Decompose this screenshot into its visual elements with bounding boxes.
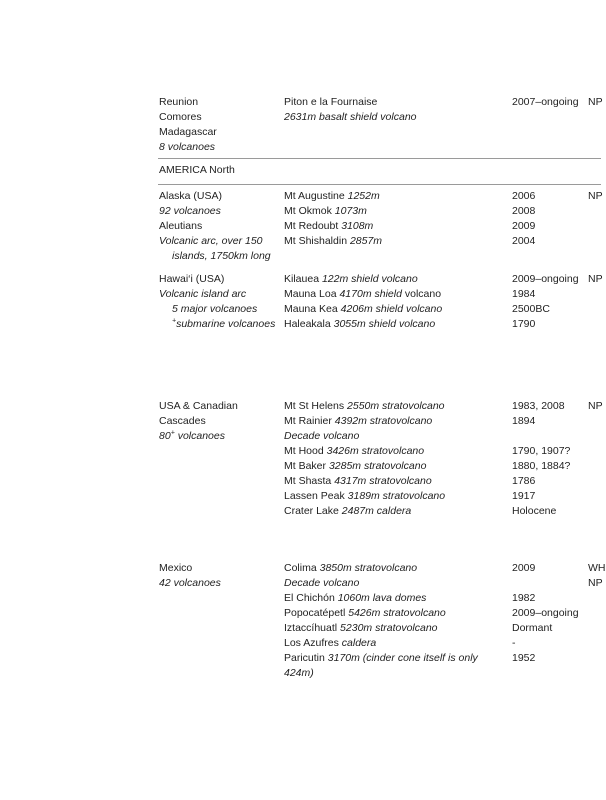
- volcano-name: Mt Augustine: [284, 190, 345, 202]
- region-title: Cascades: [159, 415, 206, 427]
- eruption-year: 1786: [512, 475, 536, 487]
- region-column: [159, 399, 281, 444]
- volcano-desc: 3170m (cinder cone itself is only 424m): [284, 652, 478, 679]
- eruption-year: 1983, 2008: [512, 400, 565, 412]
- region-subtitle: Aleutians: [159, 220, 203, 232]
- status-code: NP: [588, 273, 603, 285]
- volcano-desc: 3108m: [341, 220, 374, 232]
- volcano-name: Piton e la Fournaise: [284, 96, 378, 108]
- eruption-year: 2006: [512, 190, 536, 202]
- eruption-year: 2009–ongoing: [512, 273, 579, 285]
- status-code: NP: [588, 190, 603, 202]
- volcano-desc: 3285m stratovolcano: [328, 460, 427, 472]
- volcano-name: Mt Rainier: [284, 415, 332, 427]
- eruption-year: Dormant: [512, 622, 553, 634]
- volcano-name: Mt Redoubt: [284, 220, 339, 232]
- volcano-row: [284, 621, 499, 636]
- volcano-name: Mt Hood: [284, 445, 324, 457]
- status-column: [588, 399, 601, 414]
- eruption-year: 1880, 1884?: [512, 460, 571, 472]
- eruption-column: [512, 399, 587, 519]
- region-name: Comores: [159, 111, 202, 123]
- volcano-column: [284, 189, 499, 249]
- volcano-desc: 2550m stratovolcano: [347, 400, 445, 412]
- volcano-desc: 2631m basalt shield volcano: [284, 111, 417, 123]
- divider: [158, 158, 601, 159]
- volcano-name: Los Azufres: [284, 637, 339, 649]
- count-label: volcanoes: [177, 430, 225, 442]
- volcano-desc: 4317m stratovolcano: [334, 475, 432, 487]
- volcano-name: Mt Shishaldin: [284, 235, 348, 247]
- volcano-desc: caldera: [341, 637, 377, 649]
- eruption-year: 1982: [512, 592, 536, 604]
- eruption-year: [512, 576, 587, 591]
- region-count: 8 volcanoes: [159, 141, 216, 153]
- volcano-name: Mt Baker: [284, 460, 327, 472]
- volcano-desc: 2487m caldera: [341, 505, 412, 517]
- volcano-column: [284, 272, 499, 332]
- volcano-row: [284, 474, 499, 489]
- volcano-name: Mt St Helens: [284, 400, 345, 412]
- volcano-desc: 5230m stratovolcano: [340, 622, 438, 634]
- volcano-row: [284, 204, 499, 219]
- region-count: 92 volcanoes: [159, 205, 221, 217]
- status-column: [588, 272, 601, 287]
- eruption-year: 1790, 1907?: [512, 445, 571, 457]
- volcano-desc: 3426m stratovolcano: [326, 445, 425, 457]
- volcano-desc: 3850m stratovolcano: [319, 562, 418, 574]
- eruption-year: 1894: [512, 415, 536, 427]
- region-desc-text: submarine volcanoes: [176, 318, 276, 330]
- volcano-row: [284, 414, 499, 429]
- volcano-name: Haleakala: [284, 318, 331, 330]
- volcano-desc: 5426m stratovolcano: [348, 607, 446, 619]
- status-code: NP: [588, 400, 603, 412]
- eruption-year: 1952: [512, 652, 536, 664]
- volcano-name: Crater Lake: [284, 505, 339, 517]
- volcano-name: Iztaccíhuatl: [284, 622, 338, 634]
- status-column: [588, 95, 601, 110]
- volcano-row: [284, 651, 489, 681]
- volcano-row: [284, 399, 499, 414]
- region-desc: islands, 1750km long: [172, 250, 271, 262]
- eruption-column: [512, 95, 587, 110]
- volcano-name: Mt Okmok: [284, 205, 332, 217]
- eruption-year: 1790: [512, 318, 536, 330]
- volcano-name: Colima: [284, 562, 317, 574]
- volcano-row: [284, 576, 499, 591]
- volcano-row: [284, 489, 499, 504]
- region-title: Hawai‘i (USA): [159, 273, 225, 285]
- region-column: [159, 189, 281, 264]
- volcano-column: [284, 95, 499, 125]
- volcano-desc: 4170m shield: [339, 288, 402, 300]
- region-desc: [159, 317, 281, 332]
- volcano-row: [284, 272, 499, 287]
- status-code: NP: [588, 577, 603, 589]
- volcano-row: [284, 189, 499, 204]
- count-number: 80: [159, 430, 171, 442]
- volcano-desc-plain: volcano: [404, 288, 442, 300]
- eruption-year: 2008: [512, 205, 536, 217]
- region-column: [159, 95, 281, 155]
- region-count: [159, 429, 281, 444]
- volcano-name: El Chichón: [284, 592, 335, 604]
- status-code: NP: [588, 96, 603, 108]
- volcano-desc: 4392m stratovolcano: [334, 415, 433, 427]
- volcano-row: [284, 287, 499, 302]
- volcano-row: [284, 444, 499, 459]
- volcano-desc: Decade volcano: [284, 577, 360, 589]
- eruption-year: 2009–ongoing: [512, 607, 579, 619]
- volcano-name: Paricutin: [284, 652, 325, 664]
- volcano-name: Lassen Peak: [284, 490, 345, 502]
- volcano-row: [284, 234, 499, 249]
- volcano-desc: 3055m shield volcano: [333, 318, 436, 330]
- volcano-row: [284, 504, 499, 519]
- eruption-year: 2007–ongoing: [512, 96, 579, 108]
- volcano-row: [284, 459, 499, 474]
- volcano-column: [284, 399, 499, 519]
- eruption-year: Holocene: [512, 505, 557, 517]
- volcano-name: Popocatépetl: [284, 607, 346, 619]
- status-code: WH: [588, 562, 606, 574]
- volcano-column: [284, 561, 499, 681]
- status-column: [588, 561, 606, 591]
- status-column: [588, 189, 601, 204]
- eruption-column: [512, 189, 587, 249]
- region-desc: Volcanic arc, over 150: [159, 235, 263, 247]
- volcano-desc: Decade volcano: [284, 430, 360, 442]
- eruption-column: [512, 561, 587, 666]
- eruption-year: -: [512, 637, 516, 649]
- region-title: Alaska (USA): [159, 190, 223, 202]
- eruption-year: 1917: [512, 490, 536, 502]
- superscript-plus: +: [170, 429, 175, 437]
- superscript-plus: +: [172, 317, 177, 325]
- volcano-name: Mauna Loa: [284, 288, 337, 300]
- eruption-year: 2009: [512, 220, 536, 232]
- section-header: AMERICA North: [159, 164, 235, 176]
- volcano-row: [284, 429, 499, 444]
- eruption-year: [512, 429, 587, 444]
- eruption-column: [512, 272, 587, 332]
- eruption-year: 1984: [512, 288, 536, 300]
- region-desc: 5 major volcanoes: [172, 303, 258, 315]
- divider: [158, 184, 601, 185]
- volcano-name: Mauna Kea: [284, 303, 338, 315]
- volcano-desc: 2857m: [349, 235, 383, 247]
- volcano-name: Mt Shasta: [284, 475, 332, 487]
- volcano-desc: 1060m lava domes: [337, 592, 427, 604]
- region-desc: Volcanic island arc: [159, 288, 247, 300]
- region-title: Mexico: [159, 562, 193, 574]
- volcano-desc: 1073m: [334, 205, 367, 217]
- region-name: Reunion: [159, 96, 199, 108]
- volcano-name: Kilauea: [284, 273, 320, 285]
- eruption-year: 2009: [512, 562, 536, 574]
- volcano-desc: 1252m: [347, 190, 380, 202]
- volcano-desc: 122m shield volcano: [321, 273, 418, 285]
- eruption-year: 2500BC: [512, 303, 550, 315]
- region-column: [159, 561, 281, 591]
- volcano-desc: 3189m stratovolcano: [347, 490, 446, 502]
- region-name: Madagascar: [159, 126, 217, 138]
- volcano-row: [284, 302, 499, 317]
- volcano-row: [284, 591, 499, 606]
- region-count: 42 volcanoes: [159, 577, 221, 589]
- volcano-row: [284, 561, 499, 576]
- volcano-row: [284, 606, 499, 621]
- region-title: USA & Canadian: [159, 400, 238, 412]
- eruption-year: 2004: [512, 235, 536, 247]
- volcano-row: [284, 317, 499, 332]
- volcano-row: [284, 636, 499, 651]
- region-column: [159, 272, 281, 332]
- volcano-row: [284, 219, 499, 234]
- volcano-desc: 4206m shield volcano: [340, 303, 443, 315]
